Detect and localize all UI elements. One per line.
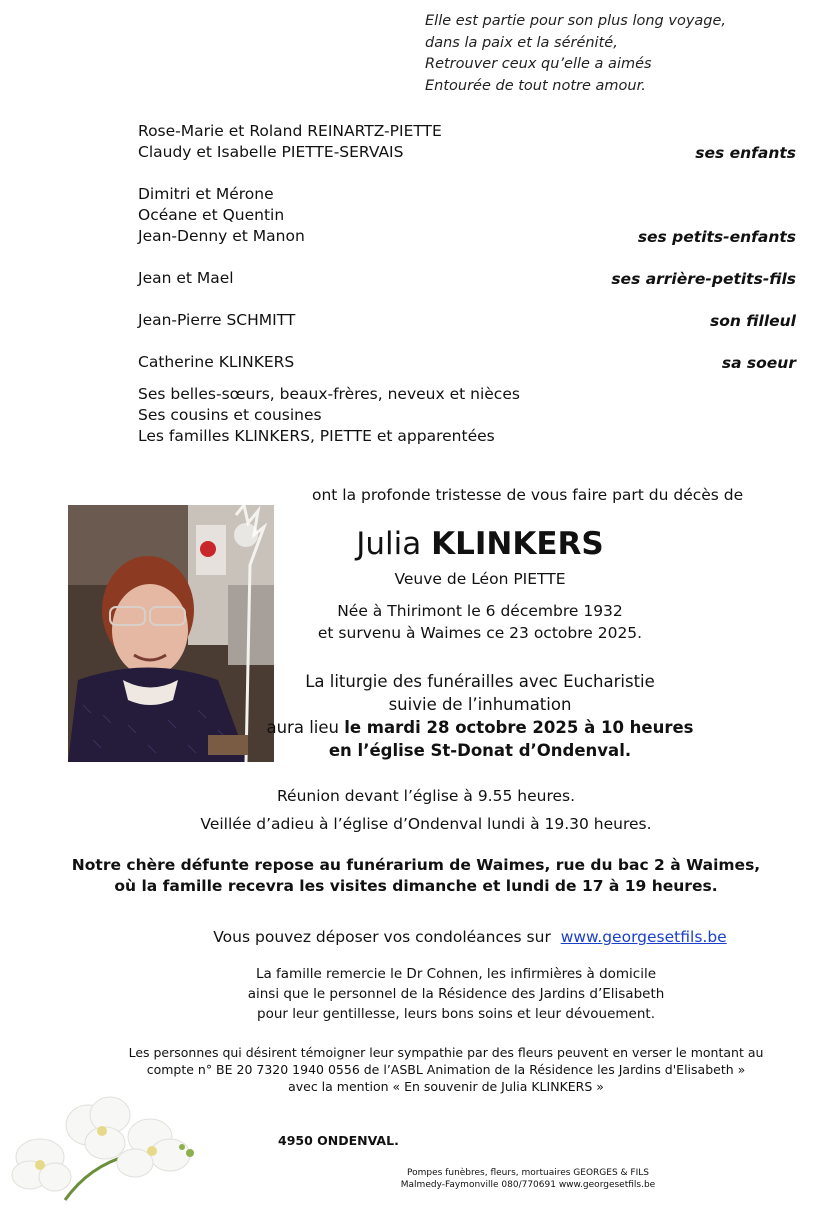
great-grandchildren-relation-label: ses arrière-petits-fils xyxy=(611,270,796,288)
poem-line: Elle est partie pour son plus long voyage, xyxy=(425,13,727,29)
grandchild-name: Dimitri et Mérone xyxy=(138,185,274,203)
poem xyxy=(425,11,726,97)
death-info: et survenu à Waimes ce 23 octobre 2025. xyxy=(317,624,643,642)
grandchildren-relation-label: ses petits-enfants xyxy=(637,228,796,246)
orchid-illustration xyxy=(10,1095,200,1205)
funeral-date: le mardi 28 octobre 2025 à 10 heures xyxy=(344,718,694,737)
other-family: Ses cousins et cousines xyxy=(138,406,322,424)
footer-line: Pompes funèbres, fleurs, mortuaires GEORGES & FILS xyxy=(407,1168,649,1178)
funeral-home-footer xyxy=(398,1167,658,1191)
flowers-note: compte n° BE 20 7320 1940 0556 de l’ASBL Animation de la Résidence les Jardins d'Elisabeth » xyxy=(146,1062,746,1077)
grandchild-name: Océane et Quentin xyxy=(138,206,285,224)
godson-relation-label: son filleul xyxy=(710,312,796,330)
godson-name: Jean-Pierre SCHMITT xyxy=(138,311,296,329)
poem-line: Entourée de tout notre amour. xyxy=(425,77,646,94)
funeral-line: La liturgie des funérailles avec Eucharistie xyxy=(305,672,655,691)
grandchild-name: Jean-Denny et Manon xyxy=(138,227,305,245)
child-name: Claudy et Isabelle PIETTE-SERVAIS xyxy=(138,143,404,161)
sister-relation-label: sa soeur xyxy=(721,354,796,372)
poem-line: Retrouver ceux qu’elle a aimés xyxy=(425,56,652,72)
deceased-first-name: Julia xyxy=(356,526,422,562)
other-family: Ses belles-sœurs, beaux-frères, neveux et nièces xyxy=(138,385,520,403)
flowers-note: avec la mention « En souvenir de Julia KLINKERS » xyxy=(288,1079,604,1094)
great-grandchild-name: Jean et Mael xyxy=(138,269,234,287)
funerarium-info: où la famille recevra les visites dimanche et lundi de 17 à 19 heures. xyxy=(114,877,718,895)
condolences-text: Vous pouvez déposer vos condoléances sur xyxy=(213,928,551,946)
announcement: ont la profonde tristesse de vous faire part du décès de xyxy=(312,486,744,504)
children-relation-label: ses enfants xyxy=(695,144,796,162)
condolences-line xyxy=(54,928,832,946)
thanks-line: ainsi que le personnel de la Résidence des Jardins d’Elisabeth xyxy=(247,986,665,1002)
funerarium-info: Notre chère défunte repose au funérarium de Waimes, rue du bac 2 à Waimes, xyxy=(71,856,761,874)
thanks-line: La famille remercie le Dr Cohnen, les infirmières à domicile xyxy=(255,966,657,982)
flowers-note: Les personnes qui désirent témoigner leur sympathie par des fleurs peuvent en verser le montant au xyxy=(128,1045,764,1060)
deceased-last-name: KLINKERS xyxy=(431,526,604,562)
widow-of: Veuve de Léon PIETTE xyxy=(394,570,566,588)
condolences-link[interactable]: www.georgesetfils.be xyxy=(560,928,727,946)
meeting-info: Réunion devant l’église à 9.55 heures. xyxy=(276,787,576,805)
sister-name: Catherine KLINKERS xyxy=(138,353,295,371)
other-family: Les familles KLINKERS, PIETTE et apparentées xyxy=(138,427,495,445)
deceased-name xyxy=(128,526,832,562)
funeral-location: en l’église St-Donat d’Ondenval. xyxy=(328,741,632,760)
funeral-date-line xyxy=(128,718,832,737)
poem-line: dans la paix et la sérénité, xyxy=(425,34,618,51)
vigil-info: Veillée d’adieu à l’église d’Ondenval lundi à 19.30 heures. xyxy=(200,815,652,833)
child-name: Rose-Marie et Roland REINARTZ-PIETTE xyxy=(138,122,442,140)
address: 4950 ONDENVAL. xyxy=(278,1133,399,1148)
birth-info: Née à Thirimont le 6 décembre 1932 xyxy=(337,602,623,620)
thanks-line: pour leur gentillesse, leurs bons soins et leur dévouement. xyxy=(257,1006,655,1022)
funeral-line: suivie de l’inhumation xyxy=(388,695,572,714)
funeral-date-prefix: aura lieu xyxy=(266,718,345,737)
footer-line: Malmedy-Faymonville 080/770691 www.georgesetfils.be xyxy=(400,1180,656,1190)
